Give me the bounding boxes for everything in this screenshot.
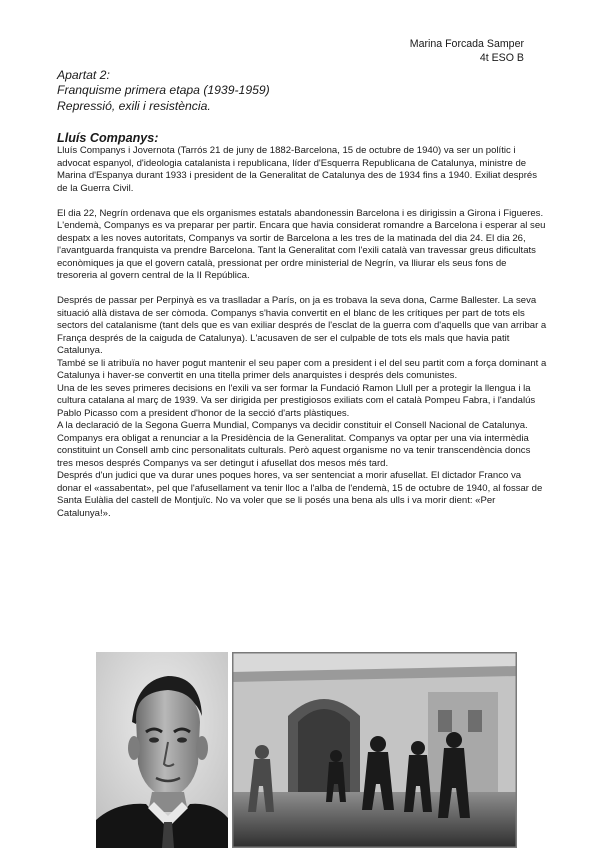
- section-subtitle: Repressió, exili i resistència.: [57, 98, 211, 113]
- article-title: Lluís Companys:: [57, 131, 159, 145]
- execution-walk-photo: [232, 652, 517, 848]
- section-part: Apartat 2:: [57, 68, 110, 82]
- paragraph-consell: A la declaració de la Segona Guerra Mundial, Companys va decidir constituir el Consell Nacional de Catalunya.: [57, 420, 528, 431]
- paragraph-paris: Després de passar per Perpinyà es va traslladar a París, on ja es trobava la seva dona, Carme Ballester. La seva situació allà distava de ser còmoda. Companys s'havia convertit en el blanc de les crítiques per part de tots els sectors del catalanisme (tant dels que es van exiliar després de l'esclat de la guerra com d'aquells que van arribar a França després de la caiguda de Catalunya). L'acusaven de ser el culpable de tots els mals que havia patit Catalunya.: [57, 295, 547, 356]
- paragraph-renuncia: Companys era obligat a renunciar a la Presidència de la Generalitat. Companys va optar per una via intermèdia constituint un Consell amb cinc personalitats culturals. Però aquest organisme no va tenir transcendència doncs tres mesos després Companys va ser detingut i afusellat dos mesos més tard.: [57, 432, 531, 469]
- section-period: Franquisme primera etapa (1939-1959): [57, 83, 270, 98]
- author-class: 4t ESO B: [479, 52, 524, 64]
- author-name: Marina Forcada Samper: [409, 38, 524, 50]
- paragraph-criticism: També se li atribuïa no haver pogut mantenir el seu paper com a president i el del seu partit com a força dominant a Catalunya i haver-se convertit en una titella primer dels anarquistes i després dels comunistes.: [57, 357, 547, 381]
- portrait-photo: [96, 652, 228, 848]
- paragraph-execution: Després d'un judici que va durar unes poques hores, va ser sentenciat a morir afusellat. El dictador Franco va donar el «assabentat», pel que l'afusellament va tenir lloc a l'alba de l'endemà, 15 de octubre de 1940, al fossar de Santa Eulàlia del castell de Montjuïc. No va voler que se li posés una bena als ulls i va morir dient: «Per Catalunya!».: [57, 470, 543, 519]
- paragraph-fundacio: Una de les seves primeres decisions en l'exili va ser formar la Fundació Ramon Llull per a protegir la llengua i la cultura catalana al març de 1939. Va ser dirigida per prestigiosos exiliats com el català Pompeu Fabra, i l'andalús Pablo Picasso com a president d'honor de la secció d'arts plàstiques.: [57, 382, 536, 419]
- photo-strip: [96, 652, 517, 848]
- paragraph-biography: Lluís Companys i Jovernota (Tarrós 21 de juny de 1882-Barcelona, 15 de octubre de 1940) va ser un polític i advocat espanyol, d'ideologia catalanista i republicana, líder d'Esquerra Republicana de Catalunya, ministre de Marina d'Espanya durant 1933 i president de la Generalitat de Catalunya des de 1934 fins a 1940. Exiliat després de la Guerra Civil.: [57, 145, 538, 194]
- paragraph-departure: El dia 22, Negrín ordenava que els organismes estatals abandonessin Barcelona i es dirigissin a Girona i Figueres. L'endemà, Companys es va preparar per partir. Encara que havia considerat romandre a Barcelona i esperar al seu despatx a les noves autoritats, Companys va sortir de Barcelona a les tres de la matinada del dia 24. El dia 26, l'avantguarda franquista va prendre Barcelona. Tant la Generalitat com l'exili català van travessar greus dificultats econòmiques ja que el govern català, pressionat per ordre ministerial de Negrín, va lliurar els seus fons de tresoreria al govern central de la II República.: [57, 207, 546, 281]
- author-block: [410, 37, 524, 65]
- section-heading: [57, 68, 270, 114]
- article-body: [57, 131, 547, 520]
